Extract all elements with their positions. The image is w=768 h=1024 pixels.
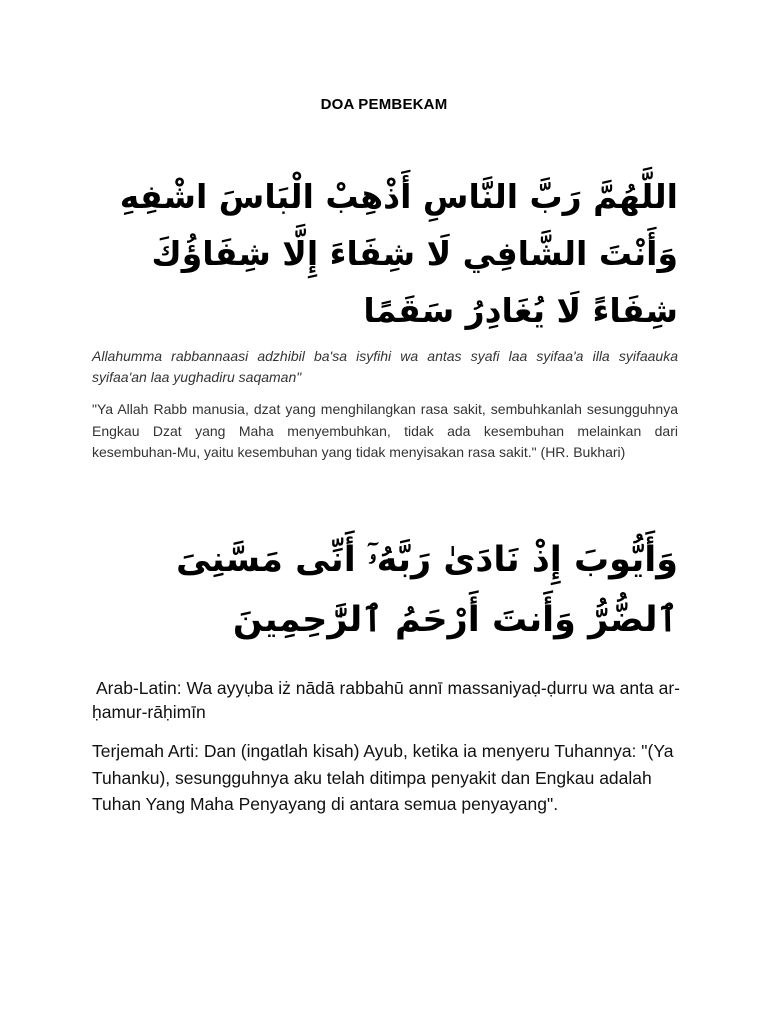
prayer-meaning: "Ya Allah Rabb manusia, dzat yang menghilangkan rasa sakit, sembuhkanlah sesungguhnya Engkau Dzat yang Maha menyembuhkan, tidak ada kesembuhan melainkan dari kesembuhan-Mu, yaitu kesembuhan yang tidak menyisakan rasa sakit." (HR. Bukhari)	[92, 401, 678, 460]
verse-arab-latin-text: Arab-Latin: Wa ayyụba iż nādā rabbahū annī massaniyaḍ-ḍurru wa anta ar-ḥamur-rāḥimīn	[92, 678, 680, 722]
prayer-transliteration: Allahumma rabbannaasi adzhibil ba'sa isyfihi wa antas syafi laa syifaa'a illa syifaauka syifaa'an laa yughadiru saqaman"	[92, 348, 678, 385]
verse-terjemah-arti: Terjemah Arti: Dan (ingatlah kisah) Ayub, ketika ia menyeru Tuhannya: "(Ya Tuhanku), sesungguhnya aku telah ditimpa penyakit dan Engkau adalah Tuhan Yang Maha Penyayang di antara semua penyayang".	[92, 741, 674, 814]
arabic-verse-text: وَأَيُّوبَ إِذْ نَادَىٰ رَبَّهُۥٓ أَنِّى مَسَّنِىَ ٱلضُّرُّ وَأَنتَ أَرْحَمُ ٱلرَّٰحِمِينَ	[175, 540, 678, 640]
arabic-prayer-text: اللَّهُمَّ رَبَّ النَّاسِ أَذْهِبْ الْبَاسَ اشْفِهِ وَأَنْتَ الشَّافِي لَا شِفَاءَ إِلَّا شِفَاؤُكَ شِفَاءً لَا يُغَادِرُ سَقَمًا	[119, 177, 678, 330]
document-title: DOA PEMBEKAM	[320, 96, 448, 113]
verse-arab-latin	[92, 676, 682, 724]
